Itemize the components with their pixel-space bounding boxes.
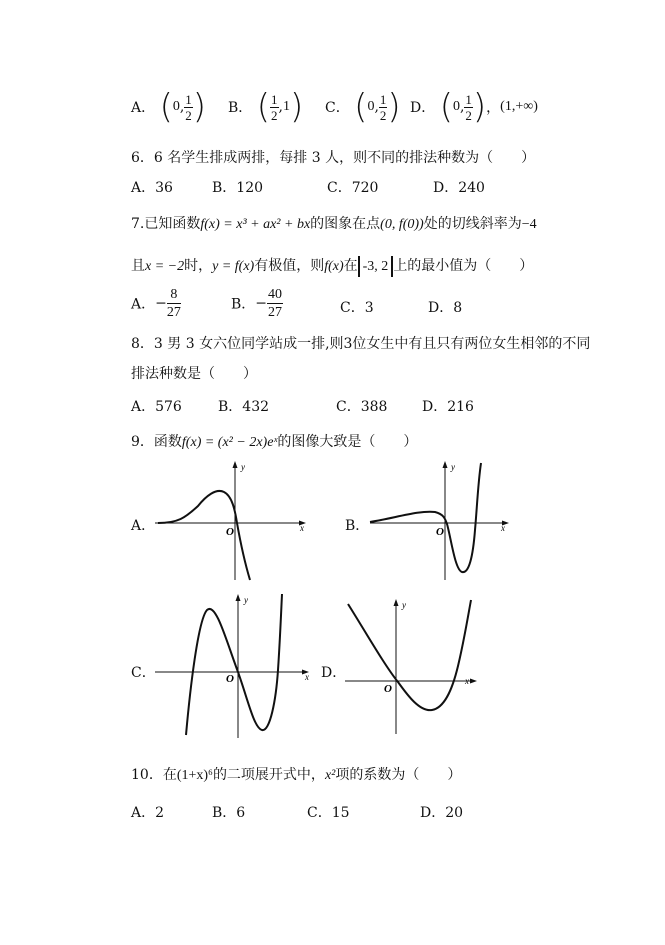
q8-stem-line1: 8．3 男 3 女六位同学站成一排,则3位女生中有且只有两位女生相邻的不同: [131, 336, 591, 352]
q8-option-b: B．432: [218, 399, 270, 415]
q7-option-c: C．3: [340, 300, 374, 316]
graph-c-curve: [186, 594, 282, 735]
q7-stem-line1: 7.已知函数f(x) = x³ + ax² + bx的图象在点(0, f(0))处的切线斜率为−4: [131, 216, 537, 232]
graph-b-label: B．: [345, 518, 370, 534]
graph-b-x-label: x: [501, 523, 505, 533]
q10-option-c: C．15: [307, 805, 350, 821]
q7-function: f(x) = x³ + ax² + bx: [200, 217, 311, 232]
graph-a-label: A．: [131, 518, 156, 534]
q5-c-half: $\frac{1}{2}$: [379, 91, 387, 123]
q6-option-d: D．240: [433, 180, 485, 196]
graph-c: [150, 590, 315, 740]
graph-d-label: D．: [321, 665, 347, 681]
q10-option-b: B．6: [212, 805, 246, 821]
graph-b: [365, 458, 515, 583]
q6-option-a: A．36: [131, 180, 173, 196]
graph-a-curve: [158, 491, 250, 580]
q5-option-c: C． (0, $\frac{1}{2}$ ): [325, 87, 401, 127]
graph-d-x-label: x: [465, 676, 469, 686]
q7-interval: -3, 2: [358, 256, 394, 277]
graph-b-curve: [370, 463, 481, 572]
q10-option-d: D．20: [420, 805, 464, 821]
graph-d: [340, 596, 490, 736]
graph-a-x-label: x: [300, 523, 304, 533]
graph-d-origin: O: [384, 683, 392, 695]
graph-d-curve: [348, 600, 471, 710]
q7-option-a: A．− $\frac{8}{27}$: [131, 287, 181, 320]
q6-option-b: B．120: [212, 180, 264, 196]
q5-b-half: $\frac{1}{2}$: [271, 91, 278, 123]
graph-a-y-label: y: [241, 462, 245, 472]
q9-function: f(x) = (x² − 2x)eˣ: [181, 435, 278, 450]
q8-option-c: C．388: [336, 399, 388, 415]
graph-c-origin: O: [226, 673, 234, 685]
q8-option-a: A．576: [131, 399, 182, 415]
q5-a-half: $\frac{1}{2}$: [185, 91, 192, 123]
graph-a: [150, 458, 315, 583]
graph-d-y-label: y: [402, 600, 406, 610]
graph-b-y-label: y: [451, 462, 455, 472]
q6-option-c: C．720: [327, 180, 379, 196]
q8-stem-line2: 排法种数是（ ）: [131, 366, 257, 382]
q5-option-d: D． (0, $\frac{1}{2}$ )，(1,+∞): [410, 87, 538, 127]
graph-c-x-label: x: [305, 672, 309, 682]
q5-option-a: A． (0, $\frac{1}{2}$ ): [131, 87, 207, 127]
q7-stem-line2: 且x = −2时，y = f(x)有极值，则f(x)在 -3, 2 上的最小值为（ ）: [131, 255, 533, 277]
q7-option-b: B．− $\frac{40}{27}$: [231, 287, 283, 320]
q10-expression: (1+x)⁶: [176, 768, 213, 783]
q10-option-a: A．2: [131, 805, 165, 821]
q10-stem: 10．在(1+x)⁶的二项展开式中，x²项的系数为（ ）: [131, 767, 462, 783]
q6-stem: 6．6 名学生排成两排，每排 3 人，则不同的排法种数为（ ）: [131, 150, 536, 166]
q9-stem: 9．函数f(x) = (x² − 2x)eˣ的图像大致是（ ）: [131, 434, 418, 450]
q5-d-half: $\frac{1}{2}$: [465, 91, 472, 123]
q8-option-d: D．216: [422, 399, 474, 415]
graph-a-origin: O: [226, 526, 234, 538]
q5-option-b: B． ( $\frac{1}{2}$ ,1): [228, 87, 304, 127]
graph-c-y-label: y: [244, 595, 248, 605]
q7-option-d: D．8: [428, 300, 463, 316]
graph-c-label: C．: [131, 665, 156, 681]
graph-b-origin: O: [436, 526, 444, 538]
